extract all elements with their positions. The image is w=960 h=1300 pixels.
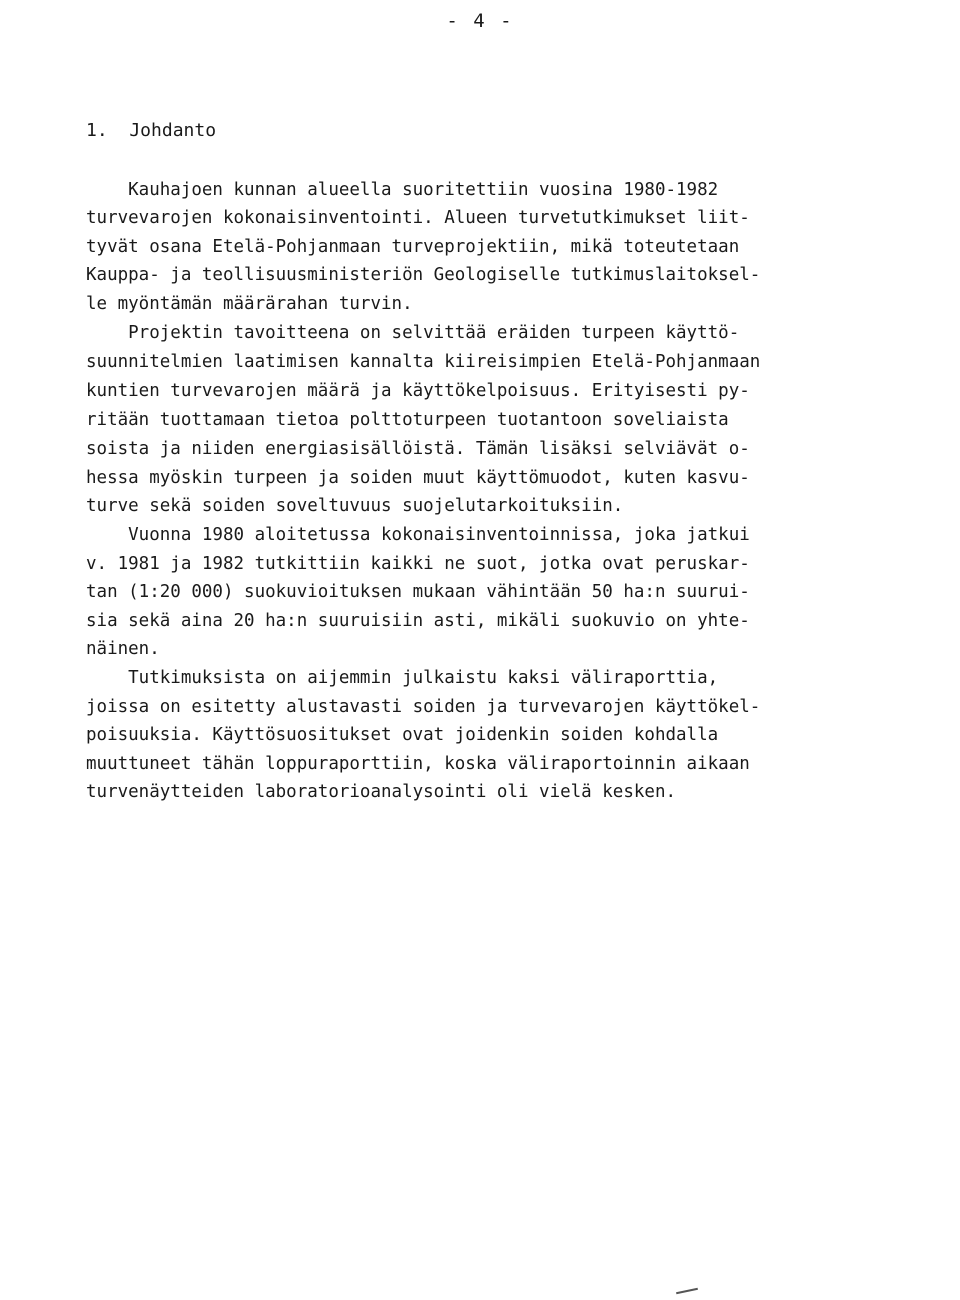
text-line: Vuonna 1980 aloitetussa kokonaisinventoinnissa, joka jatkui <box>86 525 750 545</box>
text-line: poisuuksia. Käyttösuositukset ovat joidenkin soiden kohdalla <box>86 725 719 745</box>
text-line: ritään tuottamaan tietoa polttoturpeen tuotantoon soveliaista <box>86 410 729 430</box>
page-number: - 4 - <box>446 10 514 32</box>
text-line: tan (1:20 000) suokuvioituksen mukaan vähintään 50 ha:n suurui- <box>86 582 750 602</box>
section-heading: 1. Johdanto <box>86 120 217 141</box>
text-line: muuttuneet tähän loppuraporttiin, koska väliraportoinnin aikaan <box>86 754 750 774</box>
stray-pen-mark <box>676 1288 698 1295</box>
text-line: kuntien turvevarojen määrä ja käyttökelpoisuus. Erityisesti py- <box>86 381 750 401</box>
text-line: sia sekä aina 20 ha:n suuruisiin asti, mikäli suokuvio on yhte- <box>86 611 750 631</box>
text-line: turvenäytteiden laboratorioanalysointi oli vielä kesken. <box>86 782 677 802</box>
text-line: suunnitelmien laatimisen kannalta kiireisimpien Etelä-Pohjanmaan <box>86 352 761 372</box>
text-line: tyvät osana Etelä-Pohjanmaan turveprojektiin, mikä toteutetaan <box>86 237 740 257</box>
text-line: turvevarojen kokonaisinventointi. Alueen turvetutkimukset liit- <box>86 208 750 228</box>
text-line: soista ja niiden energiasisällöistä. Tämän lisäksi selviävät o- <box>86 439 750 459</box>
text-line: joissa on esitetty alustavasti soiden ja turvevarojen käyttökel- <box>86 697 761 717</box>
text-line: Tutkimuksista on aijemmin julkaistu kaksi väliraporttia, <box>86 668 719 688</box>
text-line: näinen. <box>86 639 160 659</box>
text-line: v. 1981 ja 1982 tutkittiin kaikki ne suot, jotka ovat peruskar- <box>86 554 750 574</box>
text-line: Kauppa- ja teollisuusministeriön Geologiselle tutkimuslaitoksel- <box>86 265 761 285</box>
text-line: Kauhajoen kunnan alueella suoritettiin vuosina 1980-1982 <box>86 180 719 200</box>
text-line: turve sekä soiden soveltuvuus suojelutarkoituksiin. <box>86 496 624 516</box>
text-line: le myöntämän määrärahan turvin. <box>86 294 413 314</box>
text-line: Projektin tavoitteena on selvittää eräiden turpeen käyttö- <box>86 323 740 343</box>
text-line: hessa myöskin turpeen ja soiden muut käyttömuodot, kuten kasvu- <box>86 468 750 488</box>
